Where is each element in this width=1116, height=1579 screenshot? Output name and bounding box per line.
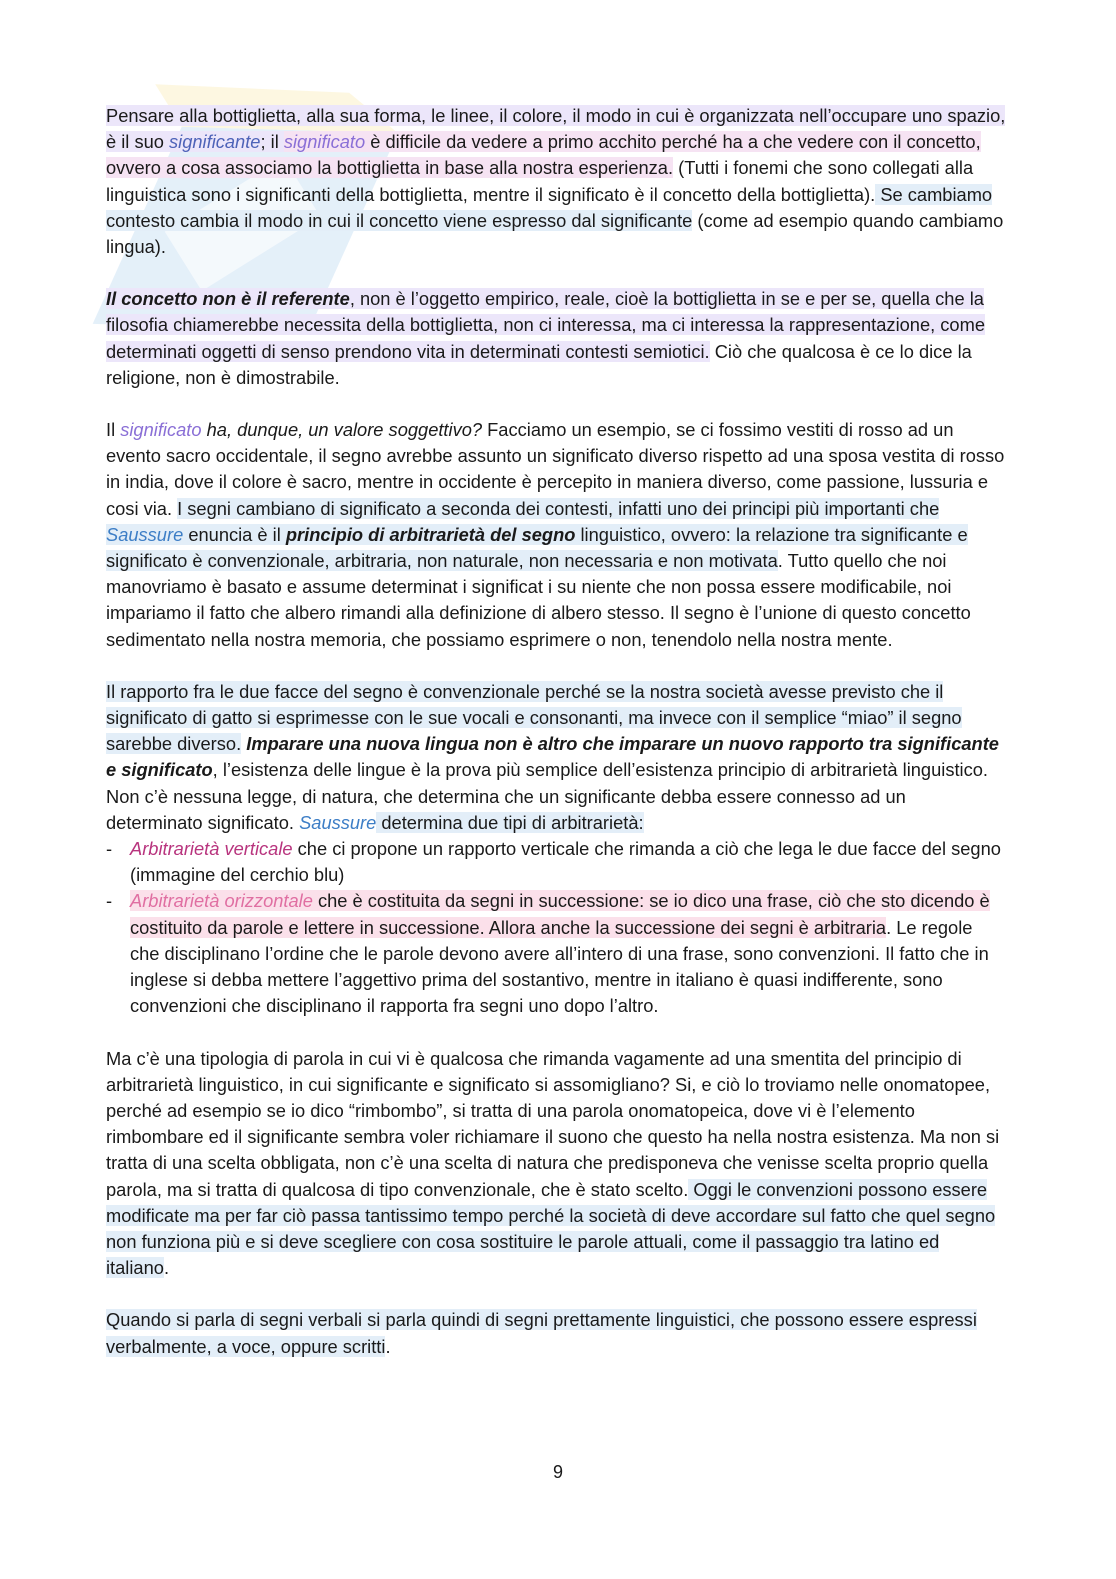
paragraph-segni-verbali: Quando si parla di segni verbali si parla quindi di segni prettamente linguistici, che possono essere espressi verbalmente, a voce, oppure scritti. (106, 1309, 977, 1357)
plain-text: . Tutto quello che noi manovriamo è basato e assume determinat i significat i su niente che non possa essere modificabile, noi impariamo il fatto che albero rimandi alla definizione di albero stesso. Il segno è l’unione di questo concetto sedimentato nella nostra memoria, che possiamo esprimere o non, tenendolo nella nostra mente. (106, 550, 971, 650)
page-number: 9 (552, 1462, 563, 1482)
term-significante: significante (169, 131, 261, 153)
term-significato: significato (283, 131, 366, 153)
plain-text: Ciò che qualcosa è ce lo dice la religione, non è dimostrabile. (106, 340, 972, 388)
bold-italic-statement: Imparare una nuova lingua non è altro che imparare un nuovo rapporto tra significante e significato (106, 733, 999, 781)
term-arbitrarieta-verticale: Arbitrarietà verticale (130, 838, 293, 860)
plain-text: (come ad esempio quando cambiamo lingua). (106, 209, 1004, 258)
paragraph-significante (106, 103, 1006, 260)
paragraph-referente (106, 286, 1006, 391)
highlighted-text: determina due tipi di arbitrarietà: (376, 811, 644, 833)
plain-text: Ma c’è una tipologia di parola in cui vi è qualcosa che rimanda vagamente ad una smentita del principio di arbitrarietà linguistico, in cui significante e significato si assomigliano? Si, e ciò lo troviamo nelle onomatopee, perché ad esempio se io dico “rimbombo”, si tratta di una parola onomatopeica, dove vi è l’elemento rimbombare ed il significante sembra voler richiamare il suono che questo ha nella nostra esistenza. Ma non si tratta di una scelta obbligata, non c’è una scelta di natura che predisponeva che venisse scelta proprio quella parola, ma si tratta di qualcosa di tipo convenzionale, che è stato scelto. (106, 1047, 1000, 1200)
paragraph-arbitrarieta: Il significato ha, dunque, un valore soggettivo? Facciamo un esempio, se ci fossimo vestiti di rosso ad un evento sacro occidentale, il segno avrebbe assunto un significato diverso rispetto ad una sposa vestita di rosso in india, dove il colore è sacro, mentre in occidente è percepito in maniera diverso, come passione, lussuria e cosi via. I segni cambiano di significato a seconda dei contesti, infatti uno dei principi più importanti che Saussure enuncia è il principio di arbitrarietà del segno linguistico, ovvero: la relazione tra significante e significato è convenzionale, arbitraria, non naturale, non necessaria e non motivata. Tutto quello che noi manovriamo è basato e assume determinat i significat i su niente che non possa essere modificabile, noi impariamo il fatto che albero rimandi alla definizione di albero stesso. Il segno è l’unione di questo concetto sedimentato nella nostra memoria, che possiamo esprimere o non, tenendolo nella nostra mente. (106, 419, 1005, 650)
bold-italic-term: principio di arbitrarietà del segno (285, 523, 576, 545)
highlighted-text: Pensare alla bottiglietta, alla sua forma, le linee, il colore, il modo in cui è organizzata nell’occupare uno spazio, è il suo significante; il (106, 105, 1006, 153)
highlighted-text: Oggi le convenzioni possono essere modificate ma per far ciò passa tantissimo tempo perché la società di deve accordare sul fatto che quel segno non funziona più e si deve scegliere con cosa sostituire le parole attuali, come il passaggio tra latino ed italiano (106, 1178, 996, 1279)
term-saussure: Saussure (299, 811, 377, 833)
highlighted-text: I segni cambiano di significato a seconda dei contesti, infatti uno dei principi più importanti che Saussure enuncia è il principio di arbitrarietà del segno linguistico, ovvero: la relazione tra significante e significato è convenzionale, arbitraria, non naturale, non necessaria e non motivata (106, 497, 968, 572)
term-significato: significato (120, 419, 202, 441)
bold-italic-heading: Il concetto non è il referente (106, 288, 350, 310)
highlighted-text: Quando si parla di segni verbali si parla quindi di segni prettamente linguistici, che possono essere espressi verbalmente, a voce, oppure scritti (106, 1309, 977, 1357)
paragraph-rapporto: Il rapporto fra le due facce del segno è convenzionale perché se la nostra società avesse previsto che il significato di gatto si esprimesse con le sue vocali e consonanti, ma invece con il semplice “miao” il segno sarebbe diverso. Imparare una nuova lingua non è altro che imparare un nuovo rapporto tra significante e significato, l’esistenza delle lingue è la prova più semplice dell’esistenza principio di arbitrarietà linguistico. Non c’è nessuna legge, di natura, che determina che un significante debba essere connesso ad un determinato significato. Saussure determina due tipi di arbitrarietà: (106, 680, 999, 833)
paragraph-onomatopee: Ma c’è una tipologia di parola in cui vi è qualcosa che rimanda vagamente ad una smentita del principio di arbitrarietà linguistico, in cui significante e significato si assomigliano? Si, e ciò lo troviamo nelle onomatopee, perché ad esempio se io dico “rimbombo”, si tratta di una parola onomatopeica, dove vi è l’elemento rimbombare ed il significante sembra voler richiamare il suono che questo ha nella nostra esistenza. Ma non si tratta di una scelta obbligata, non c’è una scelta di natura che predisponeva che venisse scelta proprio quella parola, ma si tratta di qualcosa di tipo convenzionale, che è stato scelto. Oggi le convenzioni possono essere modificate ma per far ciò passa tantissimo tempo perché la società di deve accordare sul fatto che quel segno non funziona più e si deve scegliere con cosa sostituire le parole attuali, come il passaggio tra latino ed italiano. (106, 1047, 1000, 1279)
highlighted-text: Il concetto non è il referente, non è l’oggetto empirico, reale, cioè la bottiglietta in se e per se, quella che la filosofia chiamerebbe necessita della bottiglietta, non ci interessa, ma ci interessa la rappresentazione, come determinati oggetti di senso prendono vita in determinati contesti semiotici. (106, 288, 985, 362)
arbitrarieta-list (106, 836, 1006, 1019)
highlighted-text: Arbitrarietà orizzontale che è costituita da segni in successione: se io dico una frase, ciò che sto dicendo è costituito da parole e lettere in successione. Allora anche la successione dei segni è arbitraria (130, 890, 990, 938)
term-arbitrarieta-orizzontale: Arbitrarietà orizzontale (130, 890, 313, 912)
italic-question: ha, dunque, un valore soggettivo? (201, 419, 483, 441)
term-saussure: Saussure (106, 523, 184, 545)
highlighted-text: significato è difficile da vedere a primo acchito perché ha a che vedere con il concetto, ovvero a cosa associamo la bottiglietta in base alla nostra esperienza. (106, 131, 981, 179)
page-body (106, 103, 1006, 1386)
highlighted-text: Il rapporto fra le due facce del segno è convenzionale perché se la nostra società avesse previsto che il significato di gatto si esprimesse con le sue vocali e consonanti, ma invece con il semplice “miao” il segno sarebbe diverso. (106, 680, 962, 755)
plain-text: (Tutti i fonemi che sono collegati alla linguistica sono i significanti della bottiglietta, mentre il significato è il concetto della bottiglietta). (106, 157, 974, 205)
list-item: - Arbitrarietà verticale che ci propone un rapporto verticale che rimanda a ciò che lega le due facce del segno (immagine del cerchio blu) (130, 836, 1006, 888)
list-item: - Arbitrarietà orizzontale che è costituita da segni in successione: se io dico una frase, ciò che sto dicendo è costituito da parole e lettere in successione. Allora anche la successione dei segni è arbitraria. Le regole che disciplinano l’ordine che le parole devono avere all’intero di una frase, sono convenzioni. Il fatto che in inglese si debba mettere l’aggettivo prima del sostantivo, mentre in italiano è quasi indifferente, sono convenzioni che disciplinano il rapporta fra segni uno dopo l’altro. (130, 888, 1006, 1019)
highlighted-text: Se cambiamo contesto cambia il modo in cui il concetto viene espresso dal significante (106, 183, 993, 231)
